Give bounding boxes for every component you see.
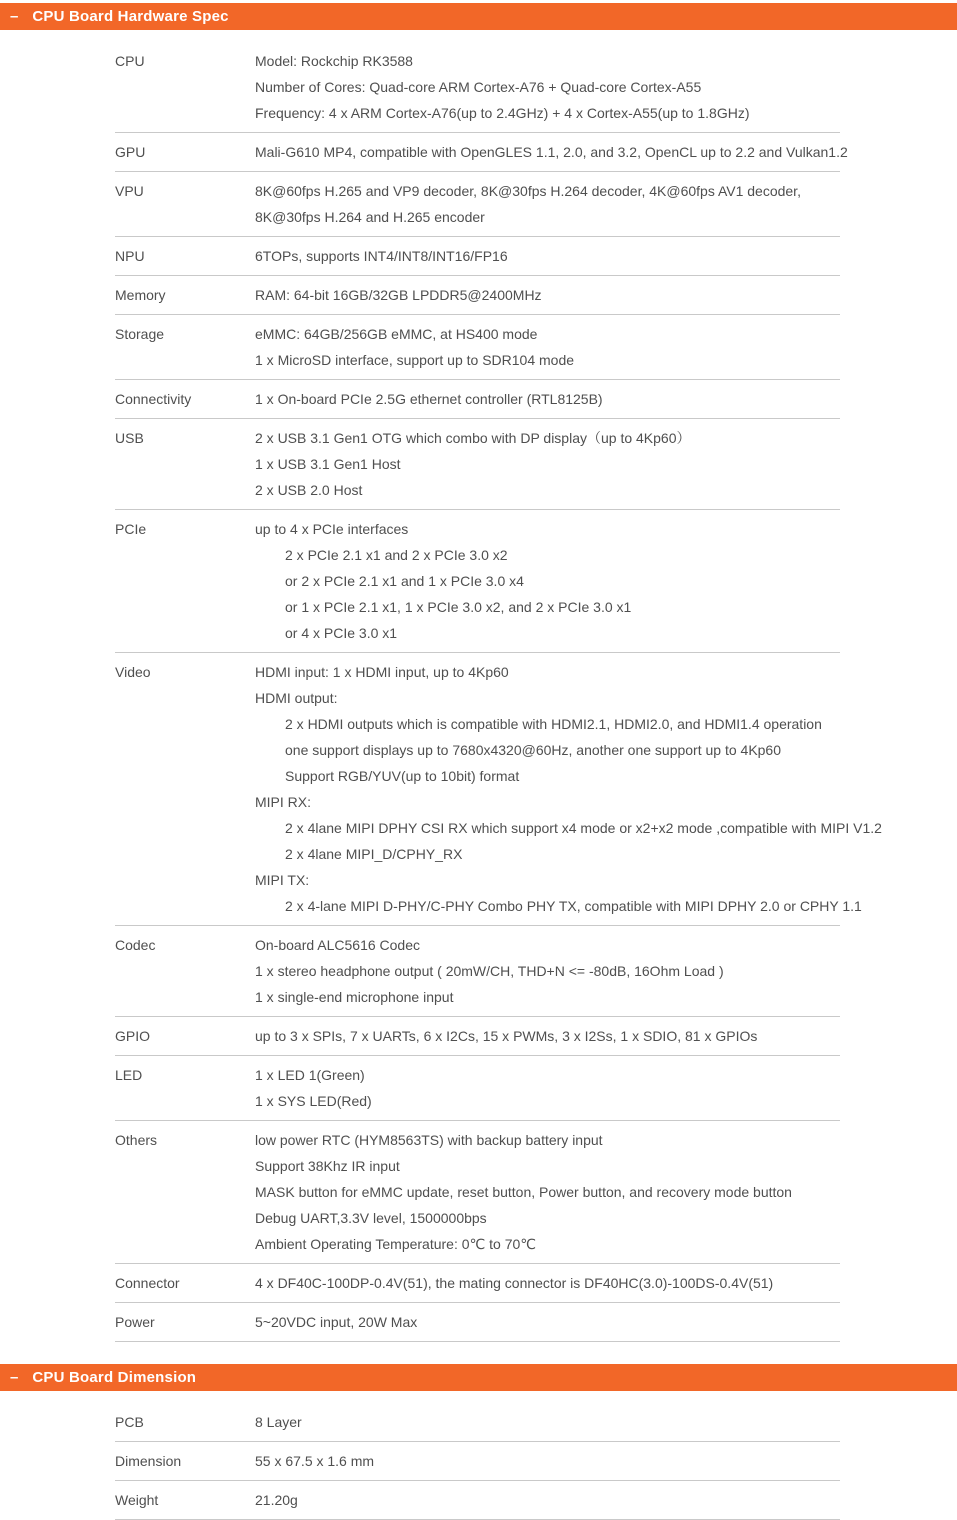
spec-line: Mali-G610 MP4, compatible with OpenGLES 1.1, 2.0, and 3.2, OpenCL up to 2.2 and Vulkan1.2 [255, 144, 848, 160]
spec-line: MIPI TX: [255, 872, 310, 888]
spec-line: HDMI output: [255, 690, 338, 706]
spec-label-gpu: GPU [115, 144, 146, 160]
spec-line: HDMI input: 1 x HDMI input, up to 4Kp60 [255, 664, 509, 680]
spec-label-connector: Connector [115, 1275, 180, 1291]
spec-line: Support RGB/YUV(up to 10bit) format [285, 768, 520, 784]
spec-line: MIPI RX: [255, 794, 312, 810]
spec-row-memory [115, 276, 840, 315]
spec-row-weight [115, 1481, 840, 1520]
spec-values-npu [255, 243, 840, 269]
spec-values-video [255, 659, 882, 919]
spec-line: or 4 x PCIe 3.0 x1 [285, 625, 398, 641]
spec-values-connector [255, 1270, 840, 1296]
spec-row-vpu [115, 172, 840, 237]
spec-line: 8 Layer [255, 1414, 302, 1430]
spec-line: RAM: 64-bit 16GB/32GB LPDDR5@2400MHz [255, 287, 542, 303]
spec-values-codec [255, 932, 840, 1010]
spec-label-led: LED [115, 1067, 143, 1083]
spec-row-usb [115, 419, 840, 510]
spec-line: Ambient Operating Temperature: 0℃ to 70℃ [255, 1236, 536, 1252]
spec-line: 2 x USB 3.1 Gen1 OTG which combo with DP display（up to 4Kp60） [255, 430, 691, 446]
spec-table-0 [115, 42, 882, 1342]
section-dash-icon: – [10, 1369, 19, 1386]
spec-line: 1 x stereo headphone output ( 20mW/CH, THD+N <= -80dB, 16Ohm Load ) [255, 963, 724, 979]
spec-row-pcie [115, 510, 840, 653]
spec-line: 21.20g [255, 1492, 298, 1508]
spec-values-others [255, 1127, 840, 1257]
spec-row-connectivity [115, 380, 840, 419]
spec-row-connector [115, 1264, 840, 1303]
spec-label-dimension: Dimension [115, 1453, 182, 1469]
spec-values-cpu [255, 48, 840, 126]
spec-label-weight: Weight [115, 1492, 159, 1508]
spec-row-others [115, 1121, 840, 1264]
section-title: CPU Board Hardware Spec [32, 8, 229, 25]
spec-row-codec [115, 926, 840, 1017]
spec-line: 4 x DF40C-100DP-0.4V(51), the mating connector is DF40HC(3.0)-100DS-0.4V(51) [255, 1275, 774, 1291]
spec-line: MASK button for eMMC update, reset button, Power button, and recovery mode button [255, 1184, 792, 1200]
spec-line: up to 4 x PCIe interfaces [255, 521, 409, 537]
spec-label-video: Video [115, 664, 151, 680]
section-header-1 [0, 1364, 957, 1391]
spec-values-weight [255, 1487, 840, 1513]
spec-row-pcb [115, 1403, 840, 1442]
spec-values-power [255, 1309, 840, 1335]
spec-row-cpu [115, 42, 840, 133]
spec-line: Frequency: 4 x ARM Cortex-A76(up to 2.4GHz) + 4 x Cortex-A55(up to 1.8GHz) [255, 105, 750, 121]
spec-row-power [115, 1303, 840, 1342]
spec-values-storage [255, 321, 840, 373]
spec-line: 5~20VDC input, 20W Max [255, 1314, 418, 1330]
spec-row-dimension [115, 1442, 840, 1481]
spec-label-npu: NPU [115, 248, 145, 264]
spec-label-cpu: CPU [115, 53, 145, 69]
spec-table-1 [115, 1403, 840, 1520]
spec-line: 8K@60fps H.265 and VP9 decoder, 8K@30fps H.264 decoder, 4K@60fps AV1 decoder, [255, 183, 801, 199]
spec-line: 1 x MicroSD interface, support up to SDR104 mode [255, 352, 575, 368]
spec-line: 2 x 4lane MIPI_D/CPHY_RX [285, 846, 463, 862]
spec-label-pcie: PCIe [115, 521, 147, 537]
spec-line: 1 x USB 3.1 Gen1 Host [255, 456, 401, 472]
spec-line: low power RTC (HYM8563TS) with backup battery input [255, 1132, 603, 1148]
spec-line: Support 38Khz IR input [255, 1158, 400, 1174]
spec-line: 2 x USB 2.0 Host [255, 482, 363, 498]
spec-line: On-board ALC5616 Codec [255, 937, 420, 953]
spec-line: Debug UART,3.3V level, 1500000bps [255, 1210, 487, 1226]
spec-values-gpu [255, 139, 848, 165]
spec-values-pcb [255, 1409, 840, 1435]
spec-values-led [255, 1062, 840, 1114]
spec-line: 2 x PCIe 2.1 x1 and 2 x PCIe 3.0 x2 [285, 547, 508, 563]
spec-line: 1 x single-end microphone input [255, 989, 454, 1005]
section-header-0 [0, 3, 957, 30]
spec-row-storage [115, 315, 840, 380]
spec-line: 6TOPs, supports INT4/INT8/INT16/FP16 [255, 248, 508, 264]
spec-values-gpio [255, 1023, 840, 1049]
spec-line: 8K@30fps H.264 and H.265 encoder [255, 209, 485, 225]
spec-label-gpio: GPIO [115, 1028, 151, 1044]
spec-label-usb: USB [115, 430, 144, 446]
spec-label-memory: Memory [115, 287, 166, 303]
spec-label-codec: Codec [115, 937, 156, 953]
section-dash-icon: – [10, 8, 19, 25]
spec-line: 2 x HDMI outputs which is compatible with HDMI2.1, HDMI2.0, and HDMI1.4 operation [285, 716, 822, 732]
spec-label-vpu: VPU [115, 183, 144, 199]
spec-values-memory [255, 282, 840, 308]
spec-row-gpu [115, 133, 848, 172]
spec-line: 55 x 67.5 x 1.6 mm [255, 1453, 375, 1469]
spec-label-pcb: PCB [115, 1414, 144, 1430]
spec-label-power: Power [115, 1314, 155, 1330]
spec-values-pcie [255, 516, 840, 646]
spec-line: 2 x 4lane MIPI DPHY CSI RX which support x4 mode or x2+x2 mode ,compatible with MIPI V1.2 [285, 820, 882, 836]
spec-line: up to 3 x SPIs, 7 x UARTs, 6 x I2Cs, 15 x PWMs, 3 x I2Ss, 1 x SDIO, 81 x GPIOs [255, 1028, 758, 1044]
spec-line: 1 x On-board PCIe 2.5G ethernet controller (RTL8125B) [255, 391, 603, 407]
spec-values-connectivity [255, 386, 840, 412]
spec-line: 1 x LED 1(Green) [255, 1067, 365, 1083]
spec-line: or 1 x PCIe 2.1 x1, 1 x PCIe 3.0 x2, and 2 x PCIe 3.0 x1 [285, 599, 632, 615]
spec-label-storage: Storage [115, 326, 165, 342]
spec-line: 2 x 4-lane MIPI D-PHY/C-PHY Combo PHY TX, compatible with MIPI DPHY 2.0 or CPHY 1.1 [285, 898, 862, 914]
spec-values-dimension [255, 1448, 840, 1474]
spec-row-gpio [115, 1017, 840, 1056]
spec-row-video [115, 653, 882, 926]
spec-values-usb [255, 425, 840, 503]
spec-label-connectivity: Connectivity [115, 391, 192, 407]
spec-values-vpu [255, 178, 840, 230]
spec-line: eMMC: 64GB/256GB eMMC, at HS400 mode [255, 326, 538, 342]
section-title: CPU Board Dimension [32, 1369, 197, 1386]
spec-line: Model: Rockchip RK3588 [255, 53, 413, 69]
spec-label-others: Others [115, 1132, 158, 1148]
spec-row-led [115, 1056, 840, 1121]
spec-line: 1 x SYS LED(Red) [255, 1093, 372, 1109]
spec-line: or 2 x PCIe 2.1 x1 and 1 x PCIe 3.0 x4 [285, 573, 524, 589]
spec-line: Number of Cores: Quad-core ARM Cortex-A76 + Quad-core Cortex-A55 [255, 79, 702, 95]
spec-line: one support displays up to 7680x4320@60Hz, another one support up to 4Kp60 [285, 742, 782, 758]
spec-row-npu [115, 237, 840, 276]
